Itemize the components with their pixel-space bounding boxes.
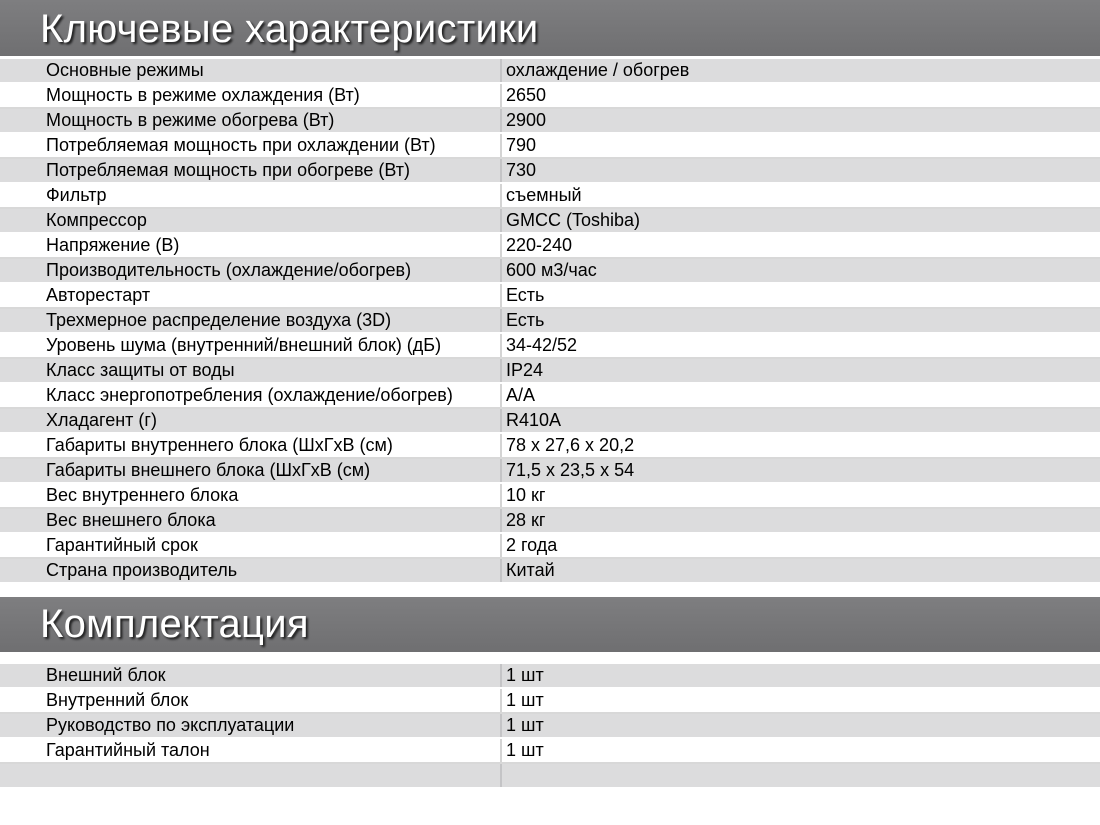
row-value: 28 кг	[506, 510, 546, 530]
table-row	[0, 159, 1100, 184]
row-value: съемный	[506, 185, 582, 205]
row-label: Гарантийный срок	[46, 535, 198, 555]
table-row	[0, 209, 1100, 234]
table-row	[0, 559, 1100, 584]
row-label: Страна производитель	[46, 560, 238, 580]
kit-table	[0, 664, 1100, 789]
row-value: GMCC (Toshiba)	[506, 210, 641, 230]
row-label: Производительность (охлаждение/обогрев)	[46, 260, 412, 280]
table-row	[0, 459, 1100, 484]
kit-section-title: Комплектация	[40, 602, 309, 646]
row-value: A/A	[506, 385, 536, 405]
row-value: 71,5 x 23,5 x 54	[506, 460, 635, 480]
table-row	[0, 534, 1100, 559]
row-label: Мощность в режиме обогрева (Вт)	[46, 110, 335, 130]
column-divider	[500, 484, 502, 507]
row-value: 600 м3/час	[506, 260, 597, 280]
row-value: 34-42/52	[506, 335, 578, 355]
row-value: 2900	[506, 110, 547, 130]
table-row	[0, 134, 1100, 159]
row-value	[506, 764, 1086, 787]
row-value: IP24	[506, 360, 544, 380]
table-row	[0, 384, 1100, 409]
row-label: Класс защиты от воды	[46, 360, 235, 380]
row-label: Напряжение (В)	[46, 235, 180, 255]
row-label: Хладагент (г)	[46, 410, 157, 430]
column-divider	[500, 714, 502, 737]
specs-table	[0, 59, 1100, 584]
column-divider	[500, 509, 502, 532]
column-divider	[500, 689, 502, 712]
column-divider	[500, 109, 502, 132]
row-label: Компрессор	[46, 210, 147, 230]
row-value: 1 шт	[506, 665, 544, 685]
column-divider	[500, 84, 502, 107]
table-row	[0, 689, 1100, 714]
row-value: охлаждение / обогрев	[506, 60, 690, 80]
table-row	[0, 234, 1100, 259]
table-row	[0, 59, 1100, 84]
column-divider	[500, 184, 502, 207]
row-label: Трехмерное распределение воздуха (3D)	[46, 310, 392, 330]
column-divider	[500, 739, 502, 762]
table-row	[0, 434, 1100, 459]
row-value: R410A	[506, 410, 562, 430]
column-divider	[500, 284, 502, 307]
table-row	[0, 259, 1100, 284]
row-value: 78 x 27,6 x 20,2	[506, 435, 635, 455]
column-divider	[500, 664, 502, 687]
column-divider	[500, 764, 502, 787]
table-row	[0, 309, 1100, 334]
column-divider	[500, 334, 502, 357]
column-divider	[500, 159, 502, 182]
row-label: Класс энергопотребления (охлаждение/обогрев)	[46, 385, 453, 405]
table-row	[0, 714, 1100, 739]
table-row	[0, 409, 1100, 434]
row-label: Внешний блок	[46, 665, 166, 685]
row-label: Потребляемая мощность при охлаждении (Вт)	[46, 135, 436, 155]
specs-section-header	[0, 0, 1100, 56]
row-label: Фильтр	[46, 185, 107, 205]
row-value: Есть	[506, 310, 545, 330]
column-divider	[500, 559, 502, 582]
column-divider	[500, 459, 502, 482]
table-row	[0, 334, 1100, 359]
row-value: 1 шт	[506, 740, 544, 760]
table-row	[0, 739, 1100, 764]
row-label: Вес внутреннего блока	[46, 485, 239, 505]
row-value: 1 шт	[506, 715, 544, 735]
row-label: Мощность в режиме охлаждения (Вт)	[46, 85, 360, 105]
column-divider	[500, 434, 502, 457]
column-divider	[500, 259, 502, 282]
row-label: Авторестарт	[46, 285, 151, 305]
table-row	[0, 764, 1100, 789]
table-row	[0, 509, 1100, 534]
table-row	[0, 359, 1100, 384]
column-divider	[500, 409, 502, 432]
table-row	[0, 109, 1100, 134]
row-value: 10 кг	[506, 485, 546, 505]
row-label: Потребляемая мощность при обогреве (Вт)	[46, 160, 411, 180]
row-value: 2650	[506, 85, 547, 105]
table-row	[0, 284, 1100, 309]
table-row	[0, 84, 1100, 109]
column-divider	[500, 309, 502, 332]
row-label: Гарантийный талон	[46, 740, 210, 760]
row-value: 790	[506, 135, 537, 155]
row-value: 220-240	[506, 235, 573, 255]
table-row	[0, 184, 1100, 209]
row-value: 730	[506, 160, 537, 180]
specs-section-title: Ключевые характеристики	[40, 7, 539, 51]
row-label: Основные режимы	[46, 60, 204, 80]
row-label: Габариты внешнего блока (ШхГхВ (см)	[46, 460, 371, 480]
row-label: Габариты внутреннего блока (ШхГхВ (см)	[46, 435, 393, 455]
row-value: 1 шт	[506, 690, 544, 710]
column-divider	[500, 534, 502, 557]
column-divider	[500, 384, 502, 407]
table-row	[0, 664, 1100, 689]
column-divider	[500, 234, 502, 257]
row-value: Китай	[506, 560, 555, 580]
row-label: Вес внешнего блока	[46, 510, 216, 530]
column-divider	[500, 134, 502, 157]
row-value: Есть	[506, 285, 545, 305]
row-value: 2 года	[506, 535, 558, 555]
table-row	[0, 484, 1100, 509]
row-label	[46, 764, 498, 787]
row-label: Внутренний блок	[46, 690, 189, 710]
column-divider	[500, 209, 502, 232]
column-divider	[500, 59, 502, 82]
kit-section-header	[0, 597, 1100, 652]
column-divider	[500, 359, 502, 382]
row-label: Руководство по эксплуатации	[46, 715, 295, 735]
row-label: Уровень шума (внутренний/внешний блок) (дБ)	[46, 335, 442, 355]
